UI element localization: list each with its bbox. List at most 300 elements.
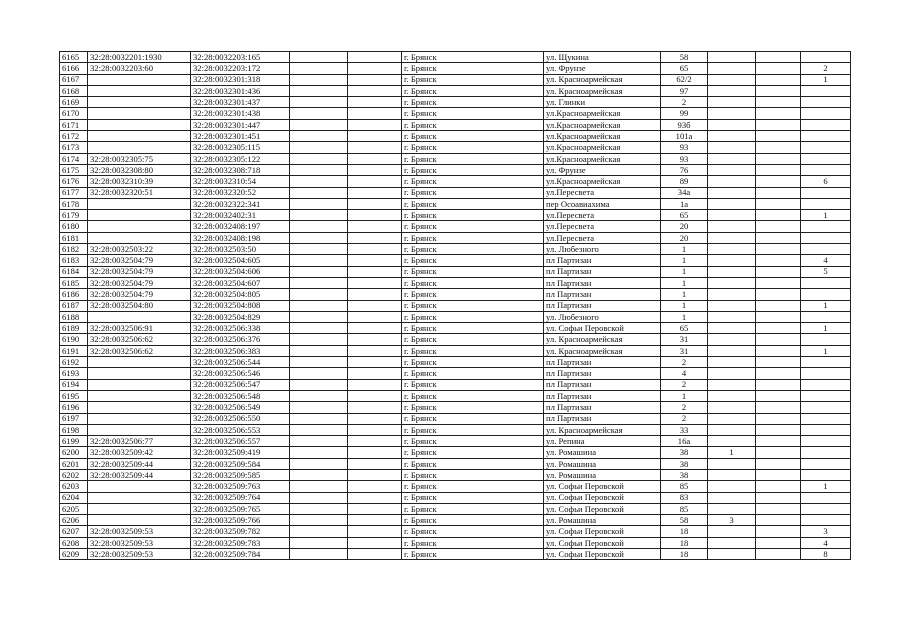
parent-cadastral-number xyxy=(88,198,191,209)
parent-cadastral-number: 32:28:0032509:53 xyxy=(88,526,191,537)
count-cell xyxy=(801,221,851,232)
table-row xyxy=(60,379,851,390)
apartment-cell xyxy=(708,402,756,413)
count-cell xyxy=(801,52,851,63)
parent-cadastral-number: 32:28:0032308:80 xyxy=(88,164,191,175)
empty-cell-a xyxy=(290,390,348,401)
apartment-cell xyxy=(708,469,756,480)
empty-cell-c xyxy=(756,97,801,108)
empty-cell-b xyxy=(348,142,402,153)
table-row xyxy=(60,244,851,255)
cadastral-number: 32:28:0032506:549 xyxy=(191,402,290,413)
city-cell: г. Брянск xyxy=(402,424,544,435)
city-cell: г. Брянск xyxy=(402,108,544,119)
empty-cell-a xyxy=(290,131,348,142)
empty-cell-c xyxy=(756,108,801,119)
street-cell: ул. Софьи Перовской xyxy=(544,323,661,334)
count-cell xyxy=(801,458,851,469)
parent-cadastral-number xyxy=(88,131,191,142)
table-row xyxy=(60,481,851,492)
row-number: 6198 xyxy=(60,424,88,435)
empty-cell-a xyxy=(290,458,348,469)
street-cell: ул. Фрунзе xyxy=(544,164,661,175)
empty-cell-c xyxy=(756,549,801,560)
city-cell: г. Брянск xyxy=(402,402,544,413)
count-cell xyxy=(801,413,851,424)
count-cell: 1 xyxy=(801,323,851,334)
count-cell xyxy=(801,187,851,198)
house-number-cell: 1а xyxy=(661,198,708,209)
count-cell xyxy=(801,108,851,119)
empty-cell-c xyxy=(756,526,801,537)
street-cell: ул.Пересвета xyxy=(544,187,661,198)
parent-cadastral-number: 32:28:0032509:44 xyxy=(88,469,191,480)
count-cell: 5 xyxy=(801,266,851,277)
table-row xyxy=(60,458,851,469)
parent-cadastral-number: 32:28:0032310:39 xyxy=(88,176,191,187)
table-row xyxy=(60,85,851,96)
row-number: 6203 xyxy=(60,481,88,492)
empty-cell-a xyxy=(290,469,348,480)
street-cell: ул. Красноармейская xyxy=(544,345,661,356)
city-cell: г. Брянск xyxy=(402,549,544,560)
empty-cell-c xyxy=(756,142,801,153)
parent-cadastral-number xyxy=(88,221,191,232)
city-cell: г. Брянск xyxy=(402,447,544,458)
house-number-cell: 1 xyxy=(661,289,708,300)
cadastral-number: 32:28:0032506:376 xyxy=(191,334,290,345)
row-number: 6167 xyxy=(60,74,88,85)
cadastral-number: 32:28:0032310:54 xyxy=(191,176,290,187)
row-number: 6168 xyxy=(60,85,88,96)
parent-cadastral-number: 32:28:0032506:91 xyxy=(88,323,191,334)
house-number-cell: 31 xyxy=(661,334,708,345)
city-cell: г. Брянск xyxy=(402,210,544,221)
register-body xyxy=(60,52,851,560)
street-cell: пл Партизан xyxy=(544,277,661,288)
empty-cell-a xyxy=(290,537,348,548)
cadastral-number: 32:28:0032305:122 xyxy=(191,153,290,164)
apartment-cell xyxy=(708,481,756,492)
street-cell: ул.Пересвета xyxy=(544,232,661,243)
cadastral-number: 32:28:0032301:451 xyxy=(191,131,290,142)
count-cell: 4 xyxy=(801,537,851,548)
house-number-cell: 1 xyxy=(661,300,708,311)
cadastral-number: 32:28:0032506:557 xyxy=(191,436,290,447)
table-row xyxy=(60,323,851,334)
count-cell xyxy=(801,424,851,435)
house-number-cell: 85 xyxy=(661,503,708,514)
street-cell: пл Партизан xyxy=(544,413,661,424)
table-row xyxy=(60,334,851,345)
house-number-cell: 97 xyxy=(661,85,708,96)
empty-cell-c xyxy=(756,368,801,379)
cadastral-number: 32:28:0032504:805 xyxy=(191,289,290,300)
house-number-cell: 1 xyxy=(661,255,708,266)
empty-cell-a xyxy=(290,503,348,514)
house-number-cell: 20 xyxy=(661,232,708,243)
house-number-cell: 65 xyxy=(661,210,708,221)
parent-cadastral-number: 32:28:0032509:44 xyxy=(88,458,191,469)
empty-cell-b xyxy=(348,187,402,198)
empty-cell-c xyxy=(756,198,801,209)
parent-cadastral-number xyxy=(88,492,191,503)
empty-cell-c xyxy=(756,277,801,288)
empty-cell-b xyxy=(348,210,402,221)
row-number: 6175 xyxy=(60,164,88,175)
row-number: 6207 xyxy=(60,526,88,537)
count-cell xyxy=(801,119,851,130)
empty-cell-b xyxy=(348,300,402,311)
empty-cell-c xyxy=(756,334,801,345)
cadastral-number: 32:28:0032301:447 xyxy=(191,119,290,130)
apartment-cell xyxy=(708,221,756,232)
empty-cell-a xyxy=(290,549,348,560)
parent-cadastral-number: 32:28:0032201:1930 xyxy=(88,52,191,63)
cadastral-number: 32:28:0032504:606 xyxy=(191,266,290,277)
empty-cell-c xyxy=(756,345,801,356)
count-cell: 1 xyxy=(801,210,851,221)
cadastral-number: 32:28:0032504:808 xyxy=(191,300,290,311)
count-cell: 3 xyxy=(801,526,851,537)
empty-cell-c xyxy=(756,300,801,311)
parent-cadastral-number: 32:28:0032504:79 xyxy=(88,277,191,288)
count-cell xyxy=(801,289,851,300)
house-number-cell: 62/2 xyxy=(661,74,708,85)
parent-cadastral-number: 32:28:0032504:79 xyxy=(88,289,191,300)
city-cell: г. Брянск xyxy=(402,74,544,85)
apartment-cell xyxy=(708,266,756,277)
empty-cell-c xyxy=(756,153,801,164)
empty-cell-a xyxy=(290,164,348,175)
apartment-cell xyxy=(708,164,756,175)
parent-cadastral-number: 32:28:0032203:60 xyxy=(88,63,191,74)
count-cell xyxy=(801,357,851,368)
table-row xyxy=(60,198,851,209)
apartment-cell xyxy=(708,74,756,85)
row-number: 6188 xyxy=(60,311,88,322)
empty-cell-a xyxy=(290,210,348,221)
table-row xyxy=(60,221,851,232)
empty-cell-a xyxy=(290,153,348,164)
apartment-cell xyxy=(708,379,756,390)
empty-cell-c xyxy=(756,357,801,368)
cadastral-number: 32:28:0032509:585 xyxy=(191,469,290,480)
count-cell xyxy=(801,515,851,526)
empty-cell-b xyxy=(348,334,402,345)
count-cell: 1 xyxy=(801,481,851,492)
row-number: 6192 xyxy=(60,357,88,368)
count-cell xyxy=(801,334,851,345)
empty-cell-c xyxy=(756,244,801,255)
apartment-cell xyxy=(708,526,756,537)
count-cell xyxy=(801,311,851,322)
count-cell xyxy=(801,503,851,514)
empty-cell-a xyxy=(290,311,348,322)
empty-cell-b xyxy=(348,221,402,232)
city-cell: г. Брянск xyxy=(402,526,544,537)
street-cell: ул.Красноармейская xyxy=(544,176,661,187)
cadastral-number: 32:28:0032504:829 xyxy=(191,311,290,322)
table-row xyxy=(60,164,851,175)
cadastral-number: 32:28:0032322:341 xyxy=(191,198,290,209)
cadastral-number: 32:28:0032504:605 xyxy=(191,255,290,266)
cadastral-number: 32:28:0032506:383 xyxy=(191,345,290,356)
parent-cadastral-number xyxy=(88,413,191,424)
row-number: 6182 xyxy=(60,244,88,255)
count-cell: 1 xyxy=(801,300,851,311)
row-number: 6196 xyxy=(60,402,88,413)
parent-cadastral-number: 32:28:0032320:51 xyxy=(88,187,191,198)
empty-cell-c xyxy=(756,289,801,300)
empty-cell-c xyxy=(756,63,801,74)
empty-cell-a xyxy=(290,436,348,447)
count-cell: 1 xyxy=(801,345,851,356)
empty-cell-a xyxy=(290,447,348,458)
count-cell: 6 xyxy=(801,176,851,187)
count-cell xyxy=(801,277,851,288)
empty-cell-c xyxy=(756,402,801,413)
row-number: 6184 xyxy=(60,266,88,277)
row-number: 6178 xyxy=(60,198,88,209)
apartment-cell xyxy=(708,345,756,356)
cadastral-number: 32:28:0032509:584 xyxy=(191,458,290,469)
house-number-cell: 38 xyxy=(661,469,708,480)
apartment-cell xyxy=(708,390,756,401)
apartment-cell xyxy=(708,289,756,300)
empty-cell-a xyxy=(290,492,348,503)
empty-cell-b xyxy=(348,447,402,458)
row-number: 6174 xyxy=(60,153,88,164)
city-cell: г. Брянск xyxy=(402,357,544,368)
street-cell: ул. Софьи Перовской xyxy=(544,481,661,492)
street-cell: ул.Пересвета xyxy=(544,221,661,232)
table-row xyxy=(60,131,851,142)
house-number-cell: 1 xyxy=(661,244,708,255)
empty-cell-c xyxy=(756,164,801,175)
empty-cell-a xyxy=(290,379,348,390)
table-row xyxy=(60,311,851,322)
empty-cell-b xyxy=(348,458,402,469)
table-row xyxy=(60,187,851,198)
apartment-cell: 3 xyxy=(708,515,756,526)
city-cell: г. Брянск xyxy=(402,515,544,526)
empty-cell-c xyxy=(756,187,801,198)
apartment-cell xyxy=(708,63,756,74)
street-cell: пл Партизан xyxy=(544,300,661,311)
parent-cadastral-number xyxy=(88,74,191,85)
empty-cell-a xyxy=(290,244,348,255)
empty-cell-b xyxy=(348,357,402,368)
street-cell: ул.Пересвета xyxy=(544,210,661,221)
house-number-cell: 58 xyxy=(661,515,708,526)
cadastral-number: 32:28:0032301:438 xyxy=(191,108,290,119)
house-number-cell: 2 xyxy=(661,97,708,108)
house-number-cell: 2 xyxy=(661,413,708,424)
apartment-cell: 1 xyxy=(708,447,756,458)
empty-cell-c xyxy=(756,379,801,390)
empty-cell-a xyxy=(290,187,348,198)
city-cell: г. Брянск xyxy=(402,492,544,503)
house-number-cell: 4 xyxy=(661,368,708,379)
table-row xyxy=(60,119,851,130)
parent-cadastral-number xyxy=(88,379,191,390)
row-number: 6201 xyxy=(60,458,88,469)
count-cell xyxy=(801,436,851,447)
cadastral-number: 32:28:0032408:198 xyxy=(191,232,290,243)
house-number-cell: 1 xyxy=(661,277,708,288)
cadastral-number: 32:28:0032509:764 xyxy=(191,492,290,503)
empty-cell-a xyxy=(290,221,348,232)
cadastral-number: 32:28:0032509:763 xyxy=(191,481,290,492)
city-cell: г. Брянск xyxy=(402,142,544,153)
cadastral-number: 32:28:0032506:547 xyxy=(191,379,290,390)
table-row xyxy=(60,289,851,300)
house-number-cell: 38 xyxy=(661,447,708,458)
table-row xyxy=(60,402,851,413)
street-cell: пл Партизан xyxy=(544,402,661,413)
street-cell: пл Партизан xyxy=(544,368,661,379)
row-number: 6181 xyxy=(60,232,88,243)
count-cell xyxy=(801,164,851,175)
empty-cell-b xyxy=(348,402,402,413)
empty-cell-a xyxy=(290,289,348,300)
count-cell xyxy=(801,97,851,108)
row-number: 6193 xyxy=(60,368,88,379)
count-cell xyxy=(801,402,851,413)
empty-cell-a xyxy=(290,85,348,96)
row-number: 6191 xyxy=(60,345,88,356)
city-cell: г. Брянск xyxy=(402,300,544,311)
street-cell: ул. Красноармейская xyxy=(544,74,661,85)
empty-cell-b xyxy=(348,515,402,526)
table-row xyxy=(60,390,851,401)
table-row xyxy=(60,108,851,119)
street-cell: ул. Ромашина xyxy=(544,515,661,526)
city-cell: г. Брянск xyxy=(402,458,544,469)
city-cell: г. Брянск xyxy=(402,232,544,243)
parent-cadastral-number xyxy=(88,97,191,108)
row-number: 6199 xyxy=(60,436,88,447)
apartment-cell xyxy=(708,52,756,63)
street-cell: ул.Красноармейская xyxy=(544,131,661,142)
empty-cell-c xyxy=(756,85,801,96)
apartment-cell xyxy=(708,97,756,108)
empty-cell-a xyxy=(290,424,348,435)
empty-cell-a xyxy=(290,74,348,85)
apartment-cell xyxy=(708,244,756,255)
count-cell xyxy=(801,492,851,503)
apartment-cell xyxy=(708,537,756,548)
empty-cell-b xyxy=(348,277,402,288)
parent-cadastral-number xyxy=(88,402,191,413)
row-number: 6165 xyxy=(60,52,88,63)
street-cell: ул.Красноармейская xyxy=(544,153,661,164)
table-row xyxy=(60,210,851,221)
empty-cell-a xyxy=(290,357,348,368)
city-cell: г. Брянск xyxy=(402,334,544,345)
row-number: 6209 xyxy=(60,549,88,560)
street-cell: ул.Красноармейская xyxy=(544,108,661,119)
apartment-cell xyxy=(708,311,756,322)
parent-cadastral-number xyxy=(88,232,191,243)
row-number: 6180 xyxy=(60,221,88,232)
empty-cell-b xyxy=(348,85,402,96)
table-row xyxy=(60,52,851,63)
street-cell: ул. Ромашина xyxy=(544,447,661,458)
empty-cell-c xyxy=(756,232,801,243)
table-row xyxy=(60,153,851,164)
empty-cell-b xyxy=(348,119,402,130)
parent-cadastral-number: 32:28:0032506:62 xyxy=(88,345,191,356)
empty-cell-b xyxy=(348,74,402,85)
city-cell: г. Брянск xyxy=(402,221,544,232)
city-cell: г. Брянск xyxy=(402,244,544,255)
apartment-cell xyxy=(708,357,756,368)
street-cell: ул. Красноармейская xyxy=(544,334,661,345)
street-cell: пл Партизан xyxy=(544,266,661,277)
parent-cadastral-number: 32:28:0032504:79 xyxy=(88,266,191,277)
count-cell xyxy=(801,447,851,458)
apartment-cell xyxy=(708,458,756,469)
street-cell: пл Партизан xyxy=(544,255,661,266)
apartment-cell xyxy=(708,424,756,435)
row-number: 6204 xyxy=(60,492,88,503)
city-cell: г. Брянск xyxy=(402,198,544,209)
empty-cell-a xyxy=(290,108,348,119)
table-row xyxy=(60,255,851,266)
cadastral-number: 32:28:0032301:437 xyxy=(191,97,290,108)
street-cell: ул. Щукина xyxy=(544,52,661,63)
house-number-cell: 76 xyxy=(661,164,708,175)
street-cell: ул. Красноармейская xyxy=(544,85,661,96)
empty-cell-b xyxy=(348,424,402,435)
count-cell: 2 xyxy=(801,63,851,74)
table-row xyxy=(60,300,851,311)
empty-cell-b xyxy=(348,198,402,209)
row-number: 6177 xyxy=(60,187,88,198)
city-cell: г. Брянск xyxy=(402,436,544,447)
empty-cell-b xyxy=(348,232,402,243)
empty-cell-c xyxy=(756,74,801,85)
apartment-cell xyxy=(708,334,756,345)
empty-cell-c xyxy=(756,221,801,232)
cadastral-number: 32:28:0032203:172 xyxy=(191,63,290,74)
house-number-cell: 58 xyxy=(661,52,708,63)
city-cell: г. Брянск xyxy=(402,323,544,334)
empty-cell-a xyxy=(290,515,348,526)
parent-cadastral-number: 32:28:0032509:53 xyxy=(88,537,191,548)
street-cell: ул. Глинки xyxy=(544,97,661,108)
street-cell: ул.Красноармейская xyxy=(544,119,661,130)
city-cell: г. Брянск xyxy=(402,187,544,198)
empty-cell-b xyxy=(348,368,402,379)
city-cell: г. Брянск xyxy=(402,481,544,492)
empty-cell-c xyxy=(756,492,801,503)
city-cell: г. Брянск xyxy=(402,176,544,187)
parent-cadastral-number xyxy=(88,503,191,514)
row-number: 6172 xyxy=(60,131,88,142)
row-number: 6176 xyxy=(60,176,88,187)
cadastral-number: 32:28:0032503:50 xyxy=(191,244,290,255)
house-number-cell: 93 xyxy=(661,153,708,164)
apartment-cell xyxy=(708,277,756,288)
apartment-cell xyxy=(708,436,756,447)
house-number-cell: 93 xyxy=(661,142,708,153)
house-number-cell: 1 xyxy=(661,390,708,401)
count-cell xyxy=(801,469,851,480)
street-cell: ул. Софьи Перовской xyxy=(544,526,661,537)
